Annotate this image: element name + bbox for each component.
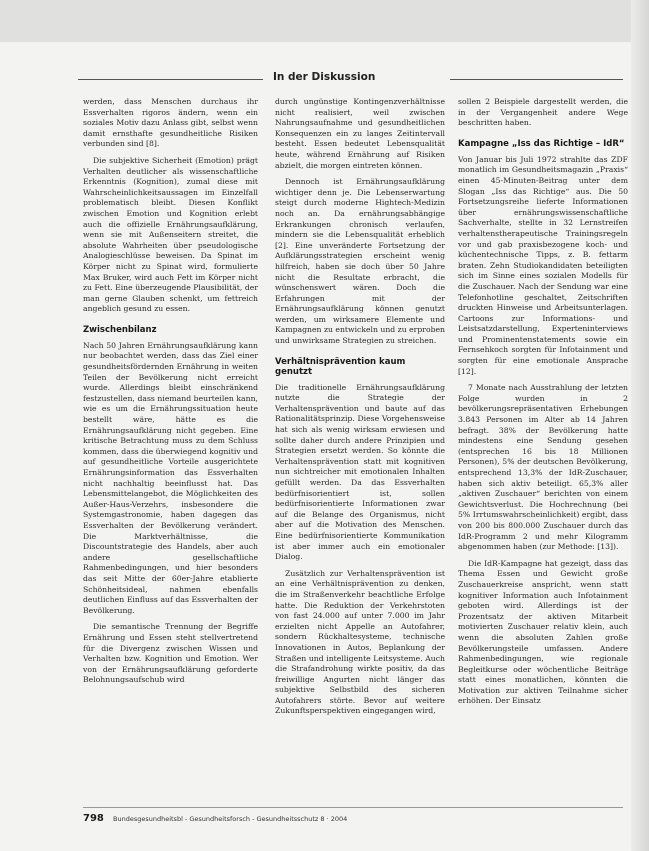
footer-rule xyxy=(83,807,623,808)
section-heading: Zwischenbilanz xyxy=(83,324,157,335)
paragraph: werden, dass Menschen durchaus ihr Essverhalten rigoros ändern, wenn ein soziales Motiv dazu Anlass gibt, selbst wenn damit ernsthafte gesundheitliche Risiken verbunden sind [8]. xyxy=(83,97,258,149)
section-heading: Verhältnisprävention kaum genutzt xyxy=(275,356,406,377)
scan-right-edge xyxy=(631,0,649,851)
paragraph: Die subjektive Sicherheit (Emotion) prägt Verhalten deutlicher als wissenschaftliche Erkenntnis (Kognition), zumal diese mit Wahrscheinlichkeitsaussagen im Einzelfall problematisch bleibt. Diesen Konflikt zwischen Emotion und Kognition erlebt auch die offizielle Ernährungsaufklärung, wenn sie mit Außenseitern streitet, die absolute Wahrheiten über pseudologische Analogieschlüsse beweisen. Da Spinat im Körper nicht zu Spinat wird, formulierte Max Bruker, wird auch Fett im Körper nicht zu Fett. Eine überzeugende Plausibilität, der man gerne Glauben schenkt, um fettreich angeblich gesund zu essen. xyxy=(83,155,258,314)
running-header xyxy=(78,70,623,90)
paragraph: Nach 50 Jahren Ernährungsaufklärung kann nur beobachtet werden, dass das Ziel einer gesundheitsfördernden Ernährung in weiten Teilen der Bevölkerung nicht erreicht wurde. Allerdings bleibt einschränkend festzustellen, dass niemand beurteilen kann, wie es um die Ernährungssituation heute bestellt wäre, hätte es die Ernährungsaufklärung nicht gegeben. Eine kritische Betrachtung muss zu dem Schluss kommen, dass die überwiegend kognitiv und auf gesundheitliche Vorteile ausgerichtete Ernährungsinformation das Essverhalten nicht nachhaltig beeinflusst hat. Das Lebensmittelangebot, die Möglichkeiten des Außer-Haus-Verzehrs, insbesondere die Systemgastronomie, haben dagegen das Essverhalten der Bevölkerung verändert. Die Marktverhältnisse, die Discountstrategie des Handels, aber auch andere gesellschaftliche Rahmenbedingungen, und hier besonders das seit Mitte der 60er-Jahre etablierte Schönheitsideal, nahmen ebenfalls deutlichen Einfluss auf das Essverhalten der Bevölkerung. xyxy=(83,340,258,615)
paragraph: Die semantische Trennung der Begriffe Ernährung und Essen steht stellvertretend für die Divergenz zwischen Wissen und Verhalten bzw. Kognition und Emotion. Wer von der Ernährungsaufklärung geforderte Belohnungsaufschub wird xyxy=(83,622,258,685)
paragraph: Dennoch ist Ernährungsaufklärung wichtiger denn je. Die Lebenserwartung steigt durch moderne Hightech-Medizin noch an. Da ernährungsabhängige Erkrankungen chronisch verlaufen, mindern sie die Lebensqualität erheblich [2]. Eine unveränderte Fortsetzung der Aufklärungsstrategien erscheint wenig hilfreich, haben sie doch über 50 Jahre nicht die Resultate erbracht, die wünschenswert wären. Doch die Erfahrungen mit der Ernährungsaufklärung können genutzt werden, um wirksamere Elemente und Kampagnen zu entwickeln und zu erproben und unwirksame Strategien zu streichen. xyxy=(275,177,445,346)
header-rule-right xyxy=(450,79,623,80)
header-rule-left xyxy=(78,79,263,80)
text-column-3 xyxy=(458,97,628,713)
paragraph: Von Januar bis Juli 1972 strahlte das ZDF monatlich im Gesundheitsmagazin „Praxis“ einen 45-Minuten-Beitrag unter dem Slogan „Iss das Richtige“ aus. Die 50 Fortsetzungsreihe lieferte Informationen über ernährungswissenschaftliche Sachverhalte, stellte in 32 Lernstreifen verhaltenstherapeutische Trainingsregeln vor und gab praxisbezogene koch- und küchentechnische Tipps, z. B. fettarm braten. Zehn Studiokandidaten beteiligten sich im Sinne eines sozialen Modells für die Zuschauer. Nach der Sendung war eine Telefonhotline geschaltet, Zeitschriften druckten Hinweise und Arbeitsunterlagen. Cartoons zur Informations- und Leistsatzdarstellung, Experteninterviews und Prominentenstatements sowie ein Fernsehkoch sorgten für Infotainment und sorgten für eine emotionale Ansprache [12]. xyxy=(458,154,628,376)
text-column-2 xyxy=(275,97,445,723)
paragraph: Die traditionelle Ernährungsaufklärung nutzte die Strategie der Verhaltensprävention und baute auf das Rationalitätsprinzip. Diese Vorgehensweise hat sich als wenig wirksam erwiesen und sollte daher durch andere Prinzipien und Strategien ersetzt werden. So könnte die Verhaltensprävention statt mit kognitiven nun sichtreicher mit emotionalen Inhalten gefüllt werden. Da das Essverhalten bedürfnisorientiert ist, sollen bedürfnisorientierte Informationen zwar auf die Belange des Organismus, nicht aber auf die Motivation des Menschen. Eine bedürfnisorientierte Kommunikation ist aber immer auch ein emotionaler Dialog. xyxy=(275,382,445,562)
page-number: 798 xyxy=(83,813,104,824)
page-footer xyxy=(83,813,623,827)
paragraph: sollen 2 Beispiele dargestellt werden, die in der Vergangenheit andere Wege beschritten haben. xyxy=(458,97,628,128)
paragraph: Zusätzlich zur Verhaltensprävention ist an eine Verhältnisprävention zu denken, die im Straßenverkehr beachtliche Erfolge hatte. Die Reduktion der Verkehrstoten von fast 24.000 auf unter 7.000 im Jahr erzielten nicht Appelle an Autofahrer, sondern Rückhaltesysteme, technische Innovationen in Autos, Beplankung der Straßen und intelligente Leitsysteme. Auch die Strafandrohung wirkte positiv, da das freiwillige Angurten nicht länger das subjektive Selbstbild des sicheren Autofahrers störte. Bevor auf weitere Zukunftsperspektiven eingegangen wird, xyxy=(275,568,445,716)
scan-top-shadow xyxy=(0,0,649,42)
section-heading: Kampagne „Iss das Richtige – IdR“ xyxy=(458,138,625,149)
journal-citation: Bundesgesundheitsbl - Gesundheitsforsch - Gesundheitsschutz 8 · 2004 xyxy=(113,815,348,823)
paragraph: 7 Monate nach Ausstrahlung der letzten Folge wurden in 2 bevölkerungsrepräsentativen Erhebungen 3.843 Personen im Alter ab 14 Jahren befragt. 38% der Bevölkerung hatte mindestens eine Sendung gesehen (entsprechen 16 bis 18 Millionen Personen), 5% der deutschen Bevölkerung, entsprechend 13,3% der IdR-Zuschauer, haben sich aktiv beteiligt. 65,3% aller „aktiven Zuschauer“ berichten von einem Gewichtsverlust. Die Hochrechnung (bei 5% Irrtumswahrscheinlichkeit) ergibt, dass von 200 bis 800.000 Zuschauer durch das IdR-Programm 2 und mehr Kilogramm abgenommen haben (zur Methode: [13]). xyxy=(458,383,628,552)
paragraph: Die IdR-Kampagne hat gezeigt, dass das Thema Essen und Gewicht große Zuschauerkreise anspricht, wenn statt kognitiver Information auch Infotainment geboten wird. Allerdings ist der Prozentsatz der aktiven Mitarbeit motivierten Zuschauer relativ klein, auch wenn die absoluten Zahlen große Bevölkerungsteile umfassen. Andere Rahmenbedingungen, wie regionale Begleitkurse oder wöchentliche Beiträge statt eines monatlichen, könnten die Motivation zur aktiven Teilnahme sicher erhöhen. Der Einsatz xyxy=(458,558,628,706)
paragraph: durch ungünstige Kontingenzverhältnisse nicht realisiert, weil zwischen Nahrungsaufnahme und gesundheitlichen Konsequenzen ein zu langes Zeitintervall besteht. Essen bedeutet Lebensqualität heute, während Ernährung auf Risiken abzielt, die morgen eintreten können. xyxy=(275,97,445,170)
section-title: In der Diskussion xyxy=(273,71,376,83)
text-column-1 xyxy=(83,97,258,692)
